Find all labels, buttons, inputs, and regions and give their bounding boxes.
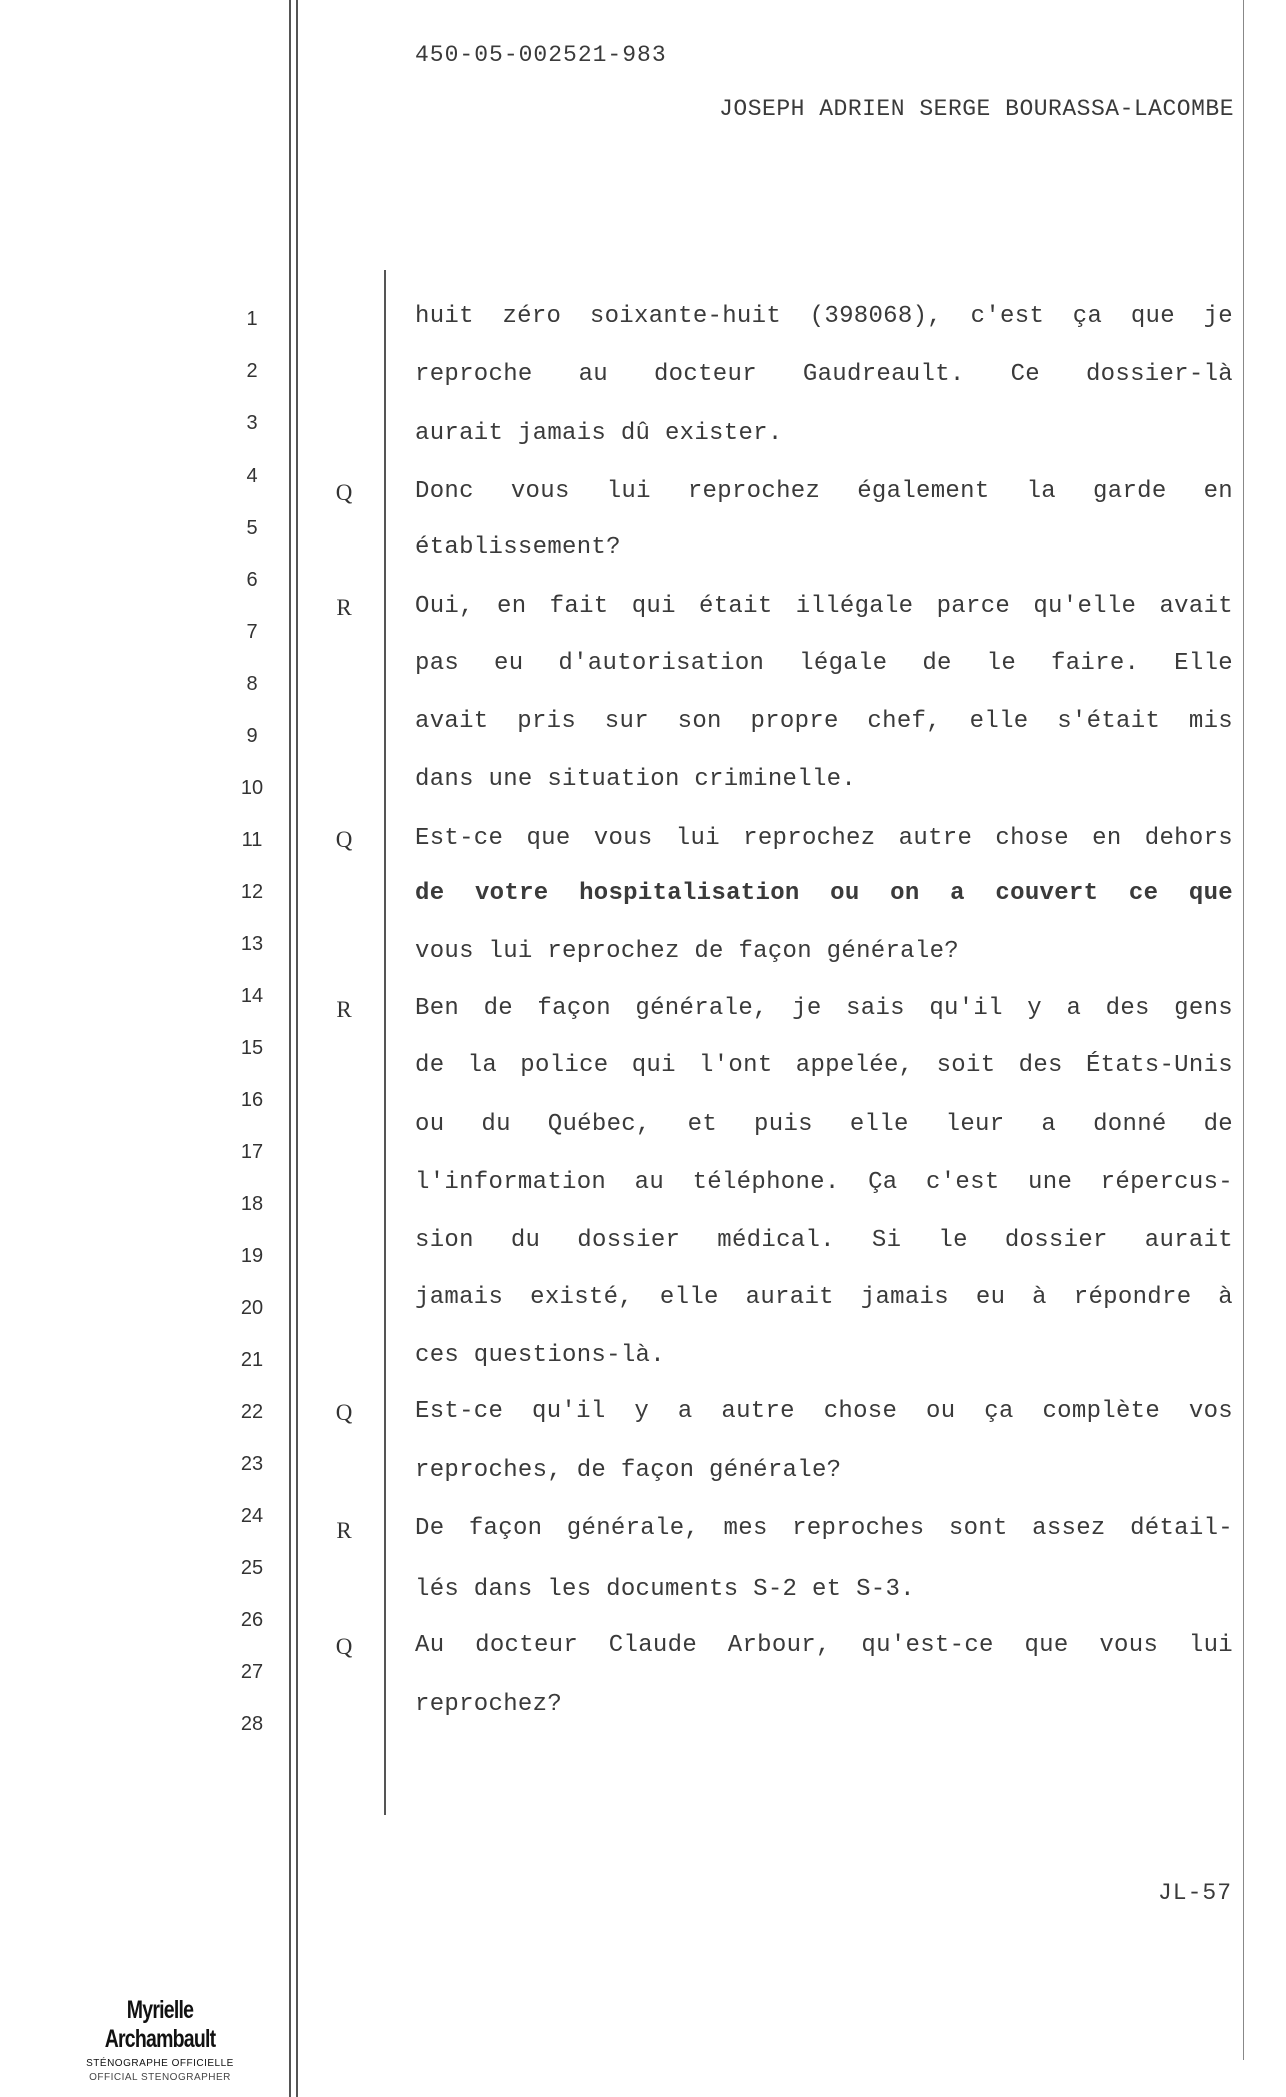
line-number: 10	[240, 777, 264, 799]
line-number: 8	[246, 673, 258, 695]
line-number: 14	[240, 985, 264, 1007]
transcript-line: reproche au docteur Gaudreault. Ce dossier-là	[415, 361, 1233, 388]
transcript-line: l'information au téléphone. Ça c'est une répercus-	[415, 1169, 1233, 1196]
transcript-line: sion du dossier médical. Si le dossier aurait	[415, 1227, 1233, 1254]
line-number: 6	[246, 569, 258, 591]
left-margin-rule-inner	[296, 0, 298, 2097]
speaker-marker: Q	[335, 480, 353, 505]
transcript-line: Donc vous lui reprochez également la garde en	[415, 478, 1233, 505]
transcript-line: De façon générale, mes reproches sont assez détail-	[415, 1515, 1233, 1542]
transcript-line: pas eu d'autorisation légale de le faire. Elle	[415, 650, 1233, 677]
line-number: 27	[240, 1661, 264, 1683]
line-number: 22	[240, 1401, 264, 1423]
page-code: JL-57	[1157, 1880, 1232, 1906]
transcript-line: ces questions-là.	[415, 1342, 665, 1369]
line-number: 20	[240, 1297, 264, 1319]
line-number: 1	[246, 308, 258, 330]
transcript-line: aurait jamais dû exister.	[415, 420, 783, 447]
logo-name: Myrielle Archambault	[104, 1996, 216, 2053]
line-number: 9	[246, 725, 258, 747]
transcript-line: reprochez?	[415, 1691, 563, 1718]
speaker-marker: R	[336, 1518, 352, 1543]
stenographer-logo	[70, 1996, 250, 2084]
transcript-line: avait pris sur son propre chef, elle s'était mis	[415, 708, 1233, 735]
left-margin-rule-outer	[289, 0, 291, 2097]
logo-line-1: STÉNOGRAPHE OFFICIELLE	[86, 2058, 234, 2069]
right-margin-rule	[1243, 0, 1244, 2060]
transcript-line: huit zéro soixante-huit (398068), c'est ça que je	[415, 303, 1233, 330]
transcript-line: lés dans les documents S-2 et S-3.	[415, 1576, 915, 1603]
line-number: 17	[240, 1141, 264, 1163]
line-number: 7	[246, 621, 258, 643]
transcript-line: Au docteur Claude Arbour, qu'est-ce que vous lui	[415, 1632, 1233, 1659]
line-number: 12	[240, 881, 264, 903]
line-number: 19	[240, 1245, 264, 1267]
speaker-marker: R	[336, 997, 352, 1022]
line-number: 28	[240, 1713, 264, 1735]
speaker-marker: Q	[335, 1634, 353, 1659]
line-number: 21	[240, 1349, 264, 1371]
transcript-line: de votre hospitalisation ou on a couvert ce que	[415, 880, 1233, 907]
line-number: 18	[240, 1193, 264, 1215]
transcript-line: Ben de façon générale, je sais qu'il y a des gens	[415, 995, 1233, 1022]
transcript-line: de la police qui l'ont appelée, soit des États-Unis	[415, 1052, 1233, 1079]
speaker-marker: Q	[335, 827, 353, 852]
line-number: 5	[246, 517, 258, 539]
witness-name: JOSEPH ADRIEN SERGE BOURASSA-LACOMBE	[719, 96, 1234, 122]
speaker-marker: Q	[335, 1400, 353, 1425]
line-number: 15	[240, 1037, 264, 1059]
speaker-marker: R	[336, 595, 352, 620]
transcript-line: reproches, de façon générale?	[415, 1457, 842, 1484]
transcript-line: vous lui reprochez de façon générale?	[415, 938, 959, 965]
line-number: 24	[240, 1505, 264, 1527]
line-number: 4	[246, 465, 258, 487]
line-number: 23	[240, 1453, 264, 1475]
transcript-line: Est-ce qu'il y a autre chose ou ça complète vos	[415, 1398, 1233, 1425]
line-number: 3	[246, 412, 258, 434]
speaker-text-divider	[384, 270, 386, 1815]
line-number: 11	[241, 829, 263, 851]
line-number: 26	[240, 1609, 264, 1631]
transcript-line: jamais existé, elle aurait jamais eu à répondre à	[415, 1284, 1233, 1311]
line-number: 13	[240, 933, 264, 955]
transcript-line: Oui, en fait qui était illégale parce qu'elle avait	[415, 593, 1233, 620]
line-number: 2	[246, 360, 258, 382]
logo-line-2: OFFICIAL STENOGRAPHER	[89, 2072, 231, 2083]
transcript-line: Est-ce que vous lui reprochez autre chose en dehors	[415, 825, 1233, 852]
transcript-line: ou du Québec, et puis elle leur a donné de	[415, 1111, 1233, 1138]
transcript-line: établissement?	[415, 534, 621, 561]
transcript-line: dans une situation criminelle.	[415, 766, 857, 793]
line-number: 25	[240, 1557, 264, 1579]
line-number: 16	[240, 1089, 264, 1111]
case-number: 450-05-002521-983	[415, 42, 667, 68]
